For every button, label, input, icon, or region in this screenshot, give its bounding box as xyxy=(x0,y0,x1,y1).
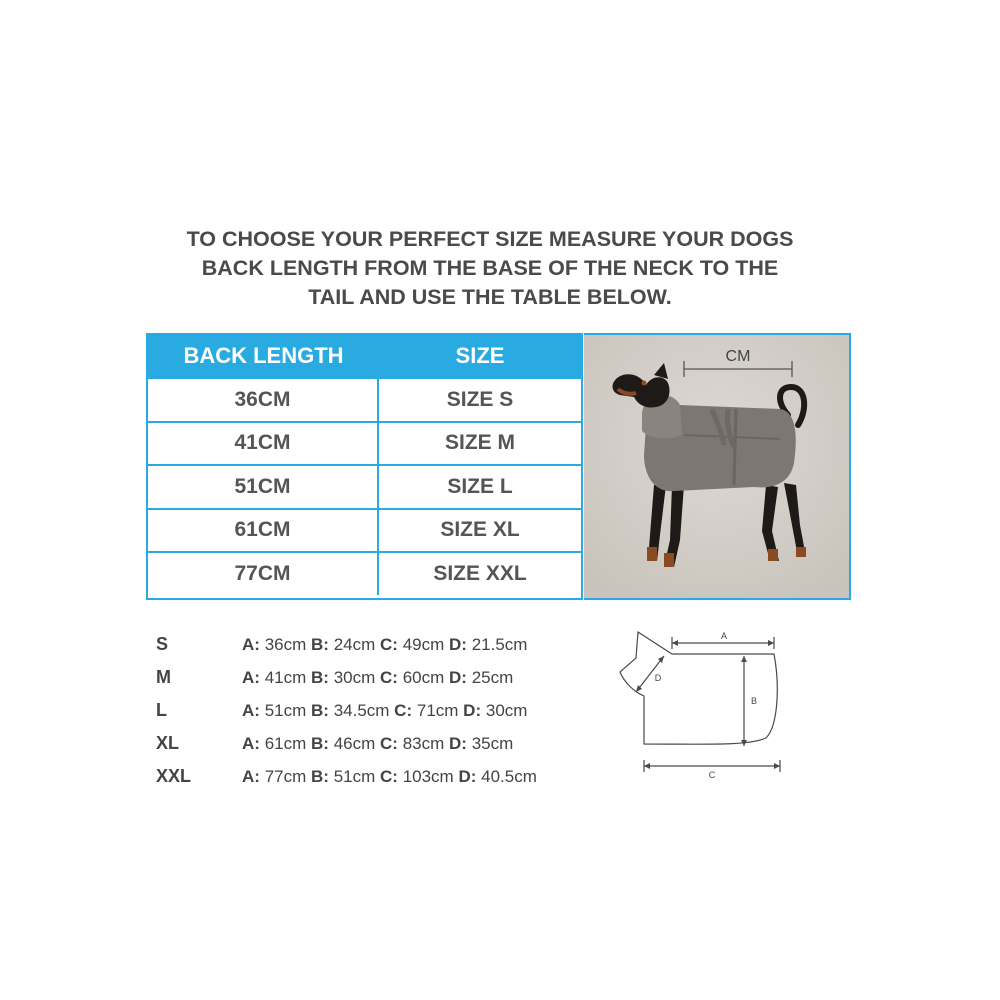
intro-line-1: TO CHOOSE YOUR PERFECT SIZE MEASURE YOUR DOGS xyxy=(186,227,794,251)
measurement-values: A: 36cm B: 24cm C: 49cm D: 21.5cm xyxy=(242,634,528,654)
measurement-values: A: 77cm B: 51cm C: 103cm D: 40.5cm xyxy=(242,766,537,786)
cell-size: SIZE L xyxy=(447,474,513,498)
dog-illustration xyxy=(584,335,849,600)
intro-line-2: BACK LENGTH FROM THE BASE OF THE NECK TO THE xyxy=(201,256,779,280)
coat-outline xyxy=(608,626,788,784)
cell-back-length: 36CM xyxy=(148,379,379,421)
header-back-length: BACK LENGTH xyxy=(183,343,344,368)
cell-back-length: 41CM xyxy=(148,423,379,465)
photo-measure-label: CM xyxy=(725,348,751,365)
table-row xyxy=(148,377,581,421)
measurement-size: L xyxy=(156,700,167,720)
measurement-row xyxy=(156,727,596,760)
intro-line-3: TAIL AND USE THE TABLE BELOW. xyxy=(308,285,672,309)
measurement-row xyxy=(156,661,596,694)
measurement-values: A: 41cm B: 30cm C: 60cm D: 25cm xyxy=(242,667,514,687)
measurement-values: A: 51cm B: 34.5cm C: 71cm D: 30cm xyxy=(242,700,528,720)
intro-instructions xyxy=(140,225,840,312)
size-table xyxy=(146,333,583,600)
table-row xyxy=(148,551,581,595)
table-header xyxy=(148,335,581,377)
table-row xyxy=(148,464,581,508)
measurement-size: XXL xyxy=(156,766,192,786)
measurement-size: XL xyxy=(156,733,180,753)
diagram-label-a: A xyxy=(720,631,728,641)
measurements-list xyxy=(156,628,596,793)
measurement-size: S xyxy=(156,634,169,654)
cell-back-length: 61CM xyxy=(148,510,379,552)
coat-diagram xyxy=(608,626,788,784)
dog-photo xyxy=(584,333,851,600)
table-row xyxy=(148,508,581,552)
cell-size: SIZE XL xyxy=(440,518,520,542)
header-size: SIZE xyxy=(455,343,505,368)
diagram-label-b: B xyxy=(750,696,758,706)
measurement-size: M xyxy=(156,667,171,687)
measurement-row xyxy=(156,760,596,793)
cell-size: SIZE XXL xyxy=(433,561,527,585)
cell-back-length: 77CM xyxy=(148,553,379,595)
cell-size: SIZE M xyxy=(444,431,515,455)
table-row xyxy=(148,421,581,465)
cell-back-length: 51CM xyxy=(148,466,379,508)
diagram-label-d: D xyxy=(654,673,662,683)
measurement-values: A: 61cm B: 46cm C: 83cm D: 35cm xyxy=(242,733,514,753)
measurement-row xyxy=(156,694,596,727)
cell-size: SIZE S xyxy=(446,387,514,411)
diagram-label-c: C xyxy=(708,770,716,780)
measurement-row xyxy=(156,628,596,661)
